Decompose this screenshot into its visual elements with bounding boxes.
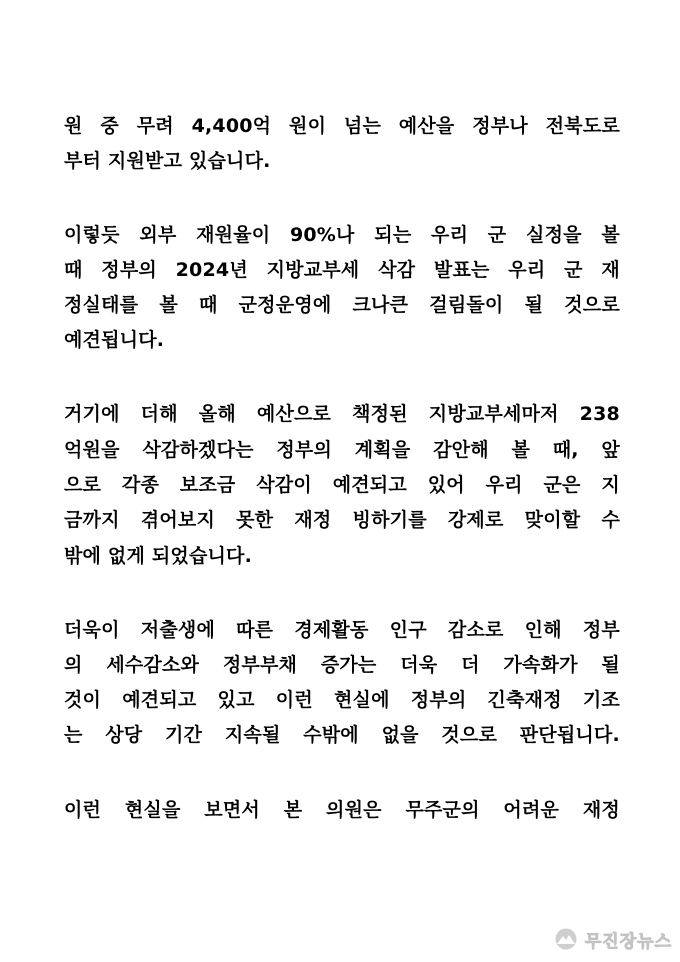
word: 군 [487, 224, 507, 246]
word: 있고 [217, 689, 255, 711]
word: 보면서 [204, 799, 260, 821]
word: 이런 [275, 689, 313, 711]
word: 원이 [289, 115, 327, 137]
paragraph-2-line-4: 예견됩니다. [64, 329, 165, 351]
word: 때 [198, 294, 218, 316]
word: 의원은 [326, 799, 382, 821]
word: 될 [524, 294, 544, 316]
word: 볼 [511, 439, 531, 461]
word: 재원율이 [196, 224, 271, 246]
word: 더욱 [400, 654, 438, 676]
word: 외부 [139, 224, 177, 246]
paragraph-4-line-3 [64, 683, 620, 717]
word: 인해 [524, 619, 562, 641]
word: 강제로 [447, 509, 504, 531]
paragraph-3-line-3 [64, 468, 620, 502]
paragraph-3-line-2 [64, 433, 620, 467]
word: 보조금 [179, 474, 236, 496]
word: 경제활동 [294, 619, 369, 641]
word: 전북도로 [545, 115, 620, 137]
word: 삭감하겠다는 [142, 439, 254, 461]
paragraph-2-line-3 [64, 288, 620, 322]
word: 수 [601, 509, 620, 531]
paragraph-1-line-1 [64, 109, 620, 143]
word: 되는 [374, 224, 412, 246]
word: 정부의 [410, 689, 467, 711]
word: 긴축재정 [487, 689, 562, 711]
word: 판단됩니다. [519, 724, 620, 746]
paragraph-4-line-1 [64, 613, 620, 647]
paragraph-3-line-1 [64, 397, 620, 431]
word: 삭감이 [256, 474, 312, 496]
word: 군 [564, 259, 583, 281]
word: 238 [579, 403, 620, 425]
word: 것이 [64, 689, 102, 711]
word: 정부나 [472, 115, 528, 137]
word: 책정된 [352, 403, 408, 425]
word: 맞이할 [524, 509, 581, 531]
word: 삭감 [378, 259, 416, 281]
word: 정실태를 [64, 294, 139, 316]
word: 기간 [165, 724, 203, 746]
paragraph-4-line-2 [64, 648, 620, 682]
word: 따른 [236, 619, 274, 641]
word: 저출생에 [140, 619, 215, 641]
word: 이런 [64, 799, 102, 821]
word: 예산으로 [256, 403, 332, 425]
word: 것으로 [441, 724, 498, 746]
word: 지속될 [224, 724, 281, 746]
word: 크나큰 [352, 294, 409, 316]
paragraph-3-line-5: 밖에 없게 되었습니다. [64, 545, 253, 567]
word: 재 [601, 259, 620, 281]
word: 90%나 [289, 224, 355, 246]
word: 본 [283, 799, 303, 821]
word: 수밖에 [303, 724, 359, 746]
mountain-logo-icon [553, 928, 579, 950]
paragraph-1-line-2: 부터 지원받고 있습니다. [64, 150, 271, 172]
word: 상당 [105, 724, 143, 746]
word: 것으로 [564, 294, 620, 316]
paragraph-2-line-1 [64, 218, 620, 252]
word: 빙하기를 [352, 509, 427, 531]
word: 예산을 [398, 115, 455, 137]
word: 재정 [582, 799, 620, 821]
word: 무주군의 [405, 799, 480, 821]
paragraph-3-line-4 [64, 503, 620, 537]
word: 어려운 [503, 799, 560, 821]
word: 더 [461, 654, 480, 676]
word: 지방교부세마저 [428, 403, 559, 425]
word: 이렇듯 [64, 224, 120, 246]
word: 계획을 [354, 439, 411, 461]
word: 될 [601, 654, 620, 676]
word: 정부 [582, 619, 620, 641]
word: 인구 [389, 619, 427, 641]
word: 기조 [582, 689, 620, 711]
word: 때, [552, 439, 579, 461]
word: 넘는 [343, 115, 382, 137]
word: 더해 [140, 403, 178, 425]
word: 4,400억 [191, 115, 272, 137]
word: 으로 [64, 474, 102, 496]
word: 금까지 [64, 509, 120, 531]
word: 재정 [294, 509, 332, 531]
word: 원 [64, 115, 83, 137]
word: 각종 [121, 474, 159, 496]
word: 우리 [431, 224, 469, 246]
word: 정부의 [101, 259, 157, 281]
word: 중 [100, 115, 119, 137]
word: 우리 [485, 474, 523, 496]
watermark-text: 무진장뉴스 [584, 931, 672, 952]
word: 우리 [508, 259, 546, 281]
word: 지방교부세 [266, 259, 360, 281]
word: 2024년 [175, 259, 248, 281]
word: 감소로 [447, 619, 504, 641]
word: 발표는 [433, 259, 490, 281]
word: 억원을 [64, 439, 120, 461]
word: 더욱이 [64, 619, 120, 641]
word: 현실에 [333, 689, 390, 711]
word: 는 [64, 724, 83, 746]
word: 감안해 [433, 439, 489, 461]
watermark [553, 922, 672, 956]
word: 군은 [543, 474, 581, 496]
paragraph-2-line-2 [64, 253, 620, 287]
paragraph-4-line-4 [64, 718, 620, 752]
word: 세수감소와 [106, 654, 200, 676]
word: 올해 [198, 403, 236, 425]
word: 정부부채 [222, 654, 298, 676]
word: 앞 [601, 439, 620, 461]
paragraph-5-line-1 [64, 793, 620, 827]
word: 없을 [381, 724, 419, 746]
word: 예견되고 [122, 689, 197, 711]
word: 의 [64, 654, 83, 676]
word: 볼 [601, 224, 620, 246]
word: 현실을 [124, 799, 181, 821]
word: 증가는 [320, 654, 377, 676]
word: 있어 [427, 474, 465, 496]
word: 못한 [236, 509, 274, 531]
word: 예견되고 [332, 474, 407, 496]
word: 무려 [136, 115, 174, 137]
word: 지 [601, 474, 620, 496]
word: 때 [64, 259, 83, 281]
word: 가속화가 [503, 654, 578, 676]
word: 거기에 [64, 403, 120, 425]
word: 정부의 [276, 439, 333, 461]
word: 군정운영에 [238, 294, 332, 316]
word: 겪어보지 [140, 509, 215, 531]
word: 실정을 [526, 224, 582, 246]
word: 걸림돌이 [429, 294, 504, 316]
word: 볼 [159, 294, 178, 316]
